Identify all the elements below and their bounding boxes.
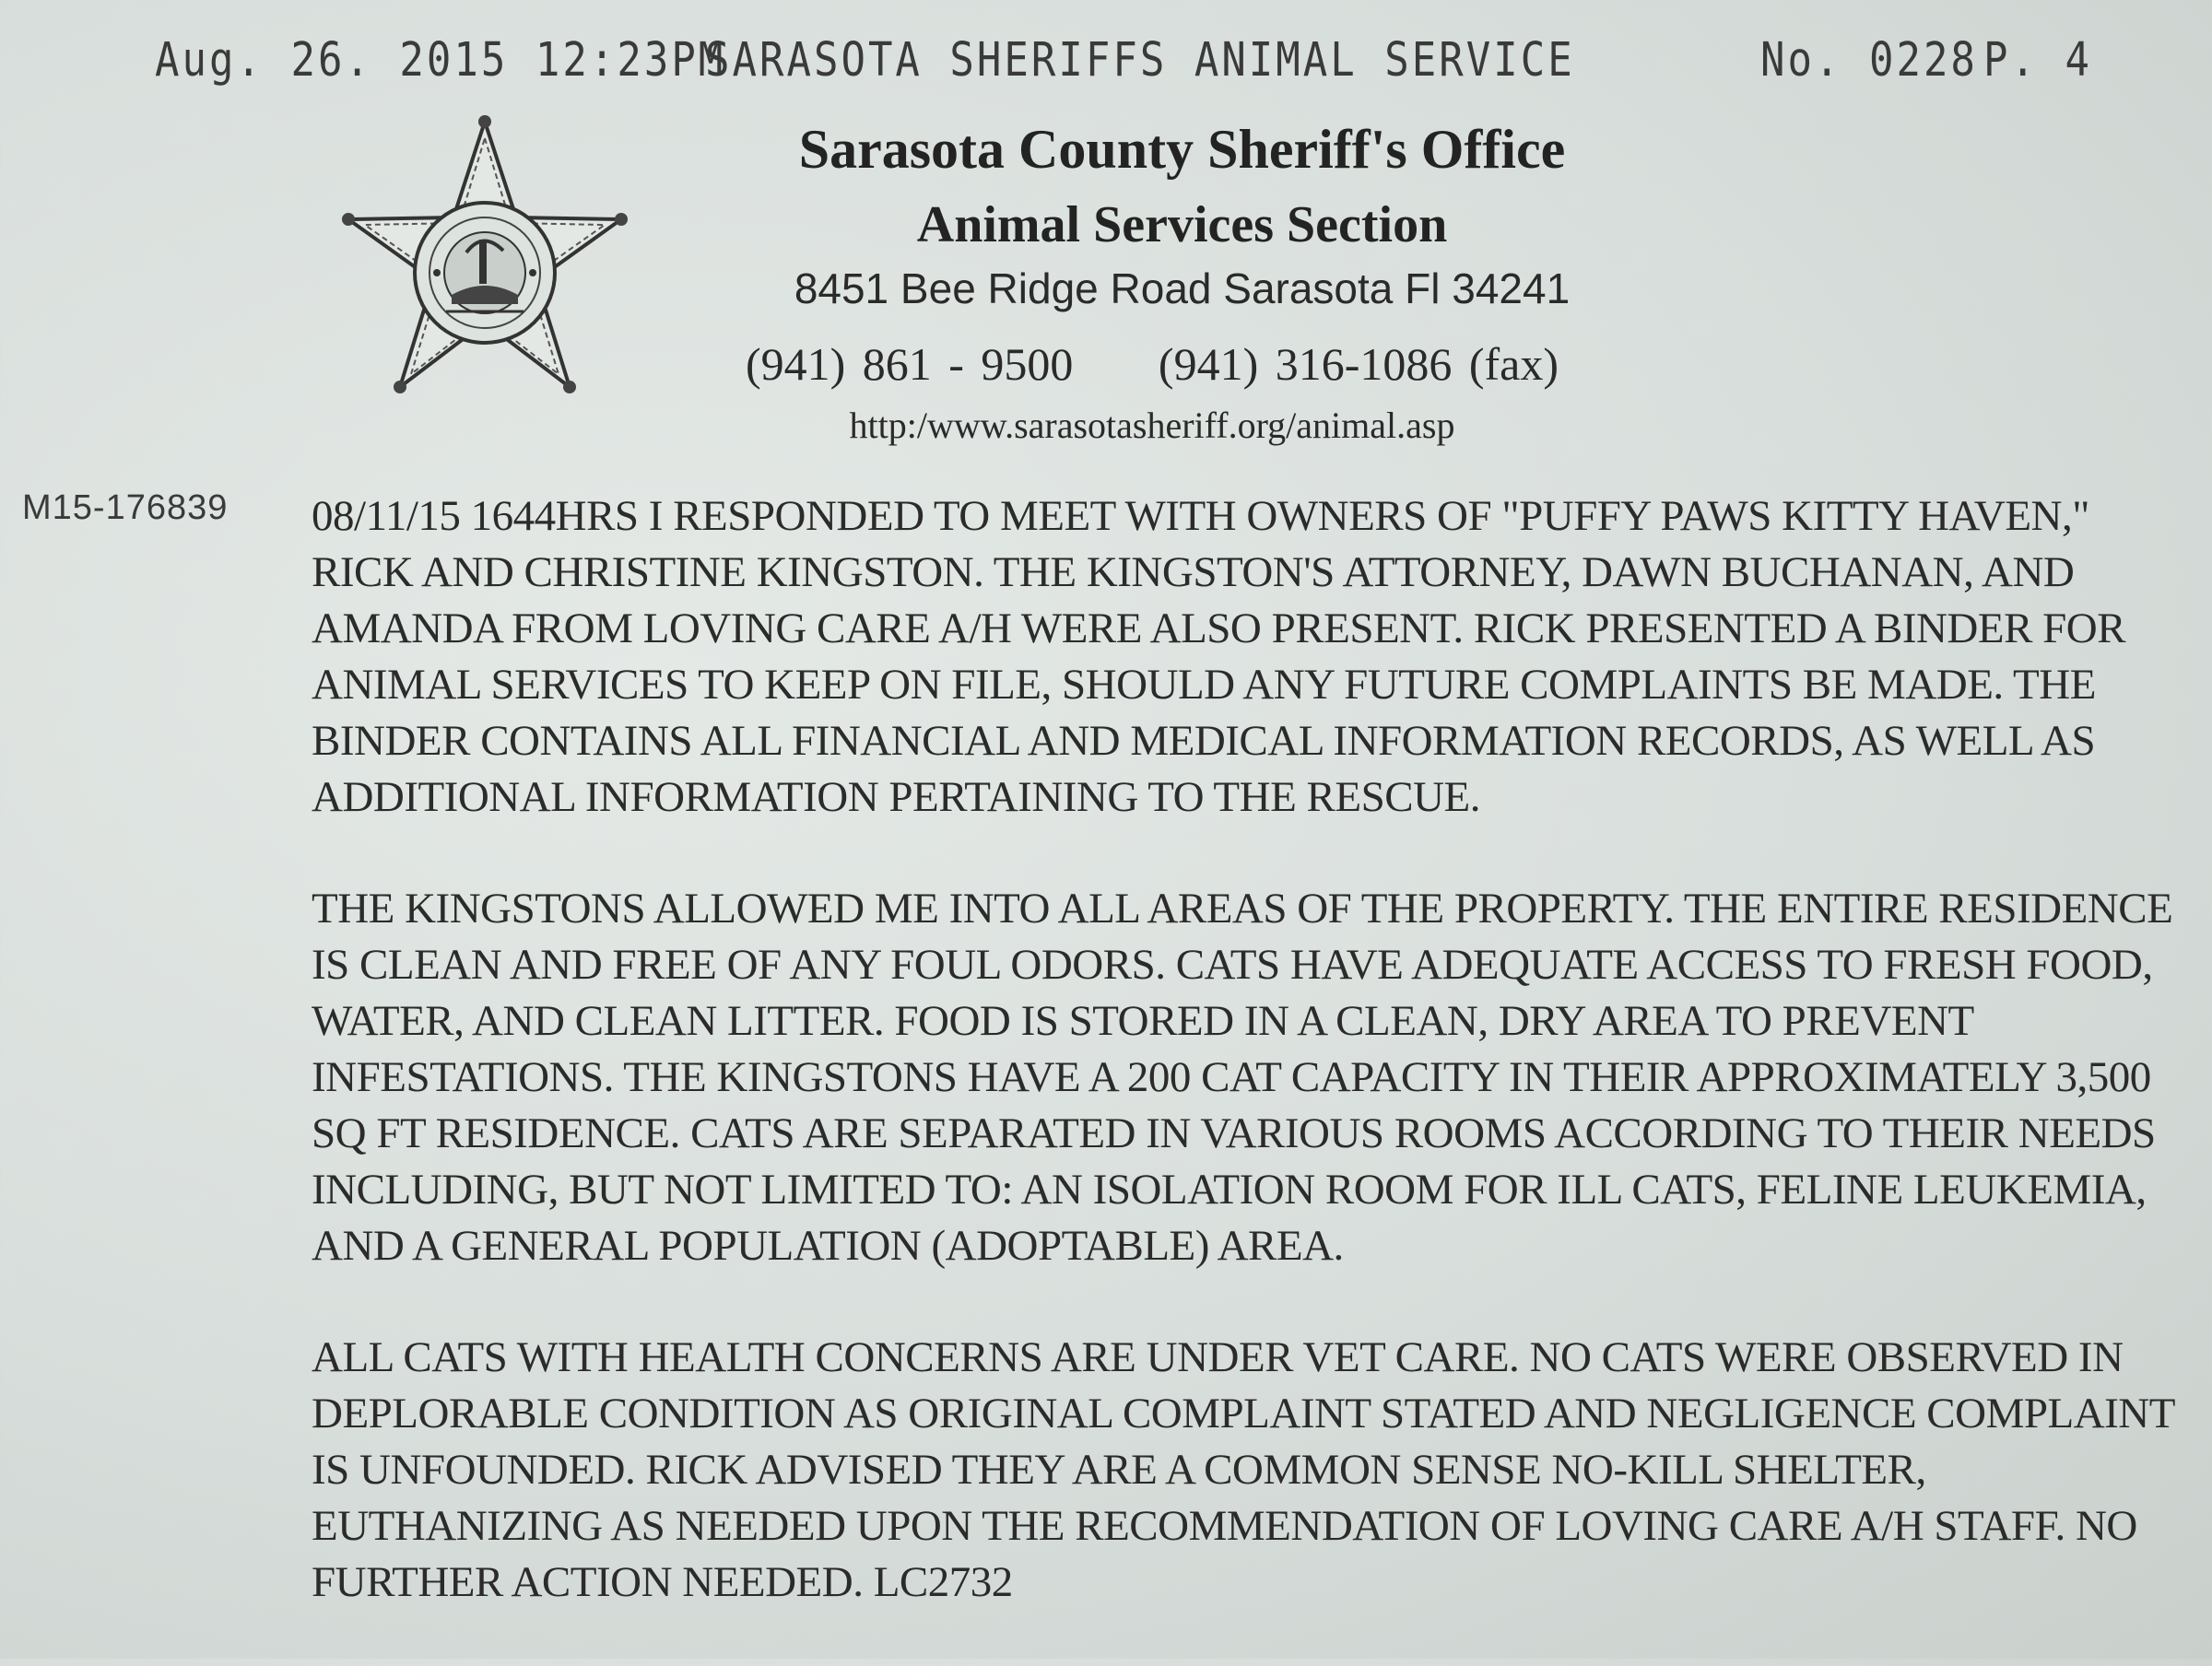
case-number: M15-176839 [22,488,229,527]
report-line: 08/11/15 1644HRS I RESPONDED TO MEET WITH OWNERS OF "PUFFY PAWS KITTY HAVEN," [312,492,2089,540]
report-line: FURTHER ACTION NEEDED. LC2732 [312,1558,1013,1606]
report-line: DEPLORABLE CONDITION AS ORIGINAL COMPLAINT STATED AND NEGLIGENCE COMPLAINT [312,1390,2175,1437]
contact-numbers [645,337,1659,391]
section-name: Animal Services Section [916,196,1448,253]
report-line: AND A GENERAL POPULATION (ADOPTABLE) AREA. [312,1222,1344,1270]
sheriff-star-badge-icon [328,114,641,418]
report-line: INCLUDING, BUT NOT LIMITED TO: AN ISOLATION ROOM FOR ILL CATS, FELINE LEUKEMIA, [312,1166,2147,1214]
report-line: IS CLEAN AND FREE OF ANY FOUL ODORS. CATS HAVE ADEQUATE ACCESS TO FRESH FOOD, [312,941,2153,989]
phone-number: (941) 861 - 9500 [745,338,1074,390]
report-line: AMANDA FROM LOVING CARE A/H WERE ALSO PRESENT. RICK PRESENTED A BINDER FOR [312,604,2126,652]
fax-number: No. 0228 [1760,33,1978,88]
report-line: THE KINGSTONS ALLOWED ME INTO ALL AREAS OF THE PROPERTY. THE ENTIRE RESIDENCE [312,885,2173,933]
office-name: Sarasota County Sheriff's Office [798,119,1566,180]
report-line: ANIMAL SERVICES TO KEEP ON FILE, SHOULD ANY FUTURE COMPLAINTS BE MADE. THE [312,661,2096,709]
report-line: ADDITIONAL INFORMATION PERTAINING TO THE RESCUE. [312,773,1480,821]
office-address: 8451 Bee Ridge Road Sarasota Fl 34241 [794,264,1571,312]
report-line: IS UNFOUNDED. RICK ADVISED THEY ARE A COMMON SENSE NO-KILL SHELTER, [312,1446,1926,1494]
fax-page-number: P. 4 [1983,33,2092,88]
report-paragraph [312,1330,2201,1611]
report-line: RICK AND CHRISTINE KINGSTON. THE KINGSTON'S ATTORNEY, DAWN BUCHANAN, AND [312,548,2075,596]
report-line: BINDER CONTAINS ALL FINANCIAL AND MEDICAL INFORMATION RECORDS, AS WELL AS [312,717,2096,765]
report-paragraph [312,881,2201,1274]
report-line: ALL CATS WITH HEALTH CONCERNS ARE UNDER VET CARE. NO CATS WERE OBSERVED IN [312,1333,2124,1381]
report-line: WATER, AND CLEAN LITTER. FOOD IS STORED IN A CLEAN, DRY AREA TO PREVENT [312,997,1974,1045]
website-url: http:/www.sarasotasheriff.org/animal.asp [849,405,1455,446]
fax-transmission-header [0,33,2212,108]
report-line: EUTHANIZING AS NEEDED UPON THE RECOMMENDATION OF LOVING CARE A/H STAFF. NO [312,1502,2137,1550]
report-paragraph [312,488,2201,826]
report-body [312,488,2201,1666]
fax-datetime: Aug. 26. 2015 12:23PM [155,33,726,88]
fax-sender: SARASOTA SHERIFFS ANIMAL SERVICE [705,33,1575,88]
report-line: SQ FT RESIDENCE. CATS ARE SEPARATED IN VARIOUS ROOMS ACCORDING TO THEIR NEEDS [312,1109,2156,1157]
fax-number-contact: (941) 316-1086 (fax) [1158,338,1559,390]
report-line: INFESTATIONS. THE KINGSTONS HAVE A 200 CAT CAPACITY IN THEIR APPROXIMATELY 3,500 [312,1053,2151,1101]
